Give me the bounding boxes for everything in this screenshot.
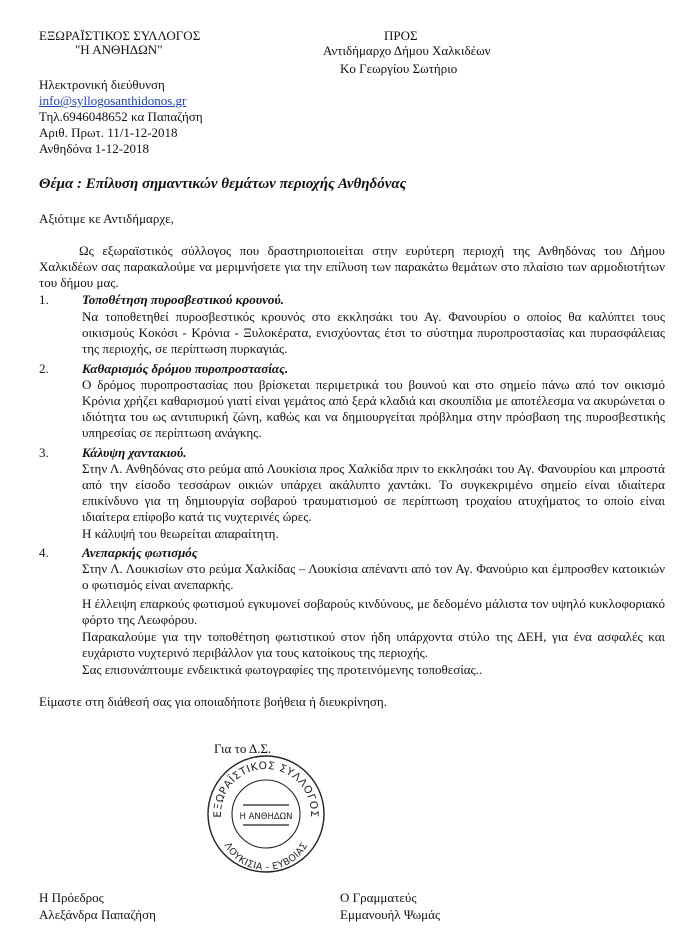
signature-president-role: Η Πρόεδρος bbox=[39, 890, 104, 905]
seal-top-text: ΕΞΩΡΑΪΣΤΙΚΟΣ ΣΥΛΛΟΓΟΣ bbox=[211, 759, 321, 818]
recipient-name: Κο Γεωργίου Σωτήριο bbox=[340, 61, 458, 76]
item-number: 3. bbox=[39, 445, 49, 460]
item-text-hydrant: Να τοποθετηθεί πυροσβεστικός κρουνός στο εκκλησάκι του Αγ. Φανουρίου ο οποίος θα καλύπτει τους οικισμούς Κοκόσι - Κρόνια - Ξυλοκέρατα, ενισχύοντας έτσι το σύστημα πυροπροστασίας και πυρασφάλειας της περιοχής, σε περίπτωση πυρκαγιάς. bbox=[82, 309, 665, 356]
letter-date: Ανθηδόνα 1-12-2018 bbox=[39, 141, 150, 156]
item-text-firebreak: Ο δρόμος πυροπροστασίας που βρίσκεται περιμετρικά του βουνού και στο σημείο πάνω από τον οικισμό Κρόνια χρήζει καθαρισμού γιατί είναι γεμάτος από ξερά κλαδιά και σκουπίδια με αποτέλεσμα να ακυρώνεται ο ιδιότητα του ως αντιπυρική ζώνη, καθώς και να δημιουργείται πρόβλημα στην πρόσβαση της πυροσβεστικής υπηρεσίας σε περίπτωση ανάγκης. bbox=[82, 377, 665, 440]
item-text-ditch: Στην Λ. Ανθηδόνας στο ρεύμα από Λουκίσια προς Χαλκίδα πριν το εκκλησάκι του Αγ. Φανουρίου και μπροστά από την είσοδο τεσσάρων οικιών υπάρχει ακάλυπτο χαντάκι. Το συγκεκριμένο σημείο είναι ιδιαίτερα επικίνδυνο για τη δημιουργία σοβαρού τραυματισμού σε περίπτωση τροχαίου ατυχήματος το οποίο είναι ιδιαίτερα επίφοβο κατά τις νυχτερινές ώρες. bbox=[82, 461, 665, 524]
signature-secretary-name: Εμμανουήλ Ψωμάς bbox=[340, 907, 441, 922]
association-seal bbox=[205, 753, 327, 875]
seal-bottom-text: ΛΟΥΚΙΣΙΑ - ΕΥΒΟΙΑΣ bbox=[221, 840, 311, 874]
item-number: 4. bbox=[39, 545, 49, 560]
item-title-ditch: Κάλυψη χαντακιού. bbox=[82, 445, 187, 460]
item-number: 1. bbox=[39, 292, 49, 307]
item-text-lighting-3: Παρακαλούμε για την τοποθέτηση φωτιστικού στον ήδη υπάρχοντα στύλο της ΔΕΗ, για ένα ασφαλές και ευχάριστο νυχτερινό περιβάλλον για τους κατοίκους της περιοχής. bbox=[82, 629, 665, 660]
closing-line: Είμαστε στη διάθεσή σας για οποιαδήποτε βοήθεια ή διευκρίνηση. bbox=[39, 694, 387, 709]
sender-org-name: ΕΞΩΡΑΪΣΤΙΚΟΣ ΣΥΛΛΟΓΟΣ bbox=[39, 28, 201, 43]
svg-text:ΕΞΩΡΑΪΣΤΙΚΟΣ ΣΥΛΛΟΓΟΣ bbox=[212, 760, 320, 818]
item-title-lighting: Ανεπαρκής φωτισμός bbox=[82, 545, 198, 560]
item-text-lighting: Στην Λ. Λουκισίων στο ρεύμα Χαλκίδας – Λουκίσια απέναντι από τον Αγ. Φανούριο και έμπροσθεν κατοικιών ο φωτισμός είναι ανεπαρκής. bbox=[82, 561, 665, 592]
item-text-lighting-2: Η έλλειψη επαρκούς φωτισμού εγκυμονεί σοβαρούς κινδύνους, με δεδομένο μάλιστα τον υψηλό κυκλοφοριακό φόρτο της Λεωφόρου. bbox=[82, 596, 666, 627]
protocol-number: Αριθ. Πρωτ. 11/1-12-2018 bbox=[39, 125, 178, 140]
item-text-lighting-4: Σας επισυνάπτουμε ενδεικτικά φωτογραφίες της προτεινόμενης τοποθεσίας.. bbox=[82, 662, 483, 677]
sender-org-subtitle: "Η ΑΝΘΗΔΩΝ" bbox=[75, 42, 163, 57]
svg-text:ΛΟΥΚΙΣΙΑ - ΕΥΒΟΙΑΣ bbox=[222, 841, 311, 873]
email-label: Ηλεκτρονική διεύθυνση bbox=[39, 77, 165, 92]
for-board-label: Για το Δ.Σ. bbox=[214, 741, 272, 756]
item-title-firebreak: Καθαρισμός δρόμου πυροπροστασίας. bbox=[82, 361, 289, 376]
item-number: 2. bbox=[39, 361, 49, 376]
seal-center-text: Η ΑΝΘΗΔΩΝ bbox=[239, 812, 293, 822]
recipient-to-label: ΠΡΟΣ bbox=[384, 28, 418, 43]
salutation: Αξιότιμε κε Αντιδήμαρχε, bbox=[39, 211, 174, 226]
item-title-hydrant: Τοποθέτηση πυροσβεστικού κρουνού. bbox=[82, 292, 285, 307]
subject-line: Θέμα : Επίλυση σημαντικών θεμάτων περιοχής Ανθηδόνας bbox=[39, 176, 407, 192]
signature-secretary-role: Ο Γραμματεύς bbox=[340, 890, 417, 905]
recipient-title: Αντιδήμαρχο Δήμου Χαλκιδέων bbox=[323, 43, 491, 58]
intro-paragraph: Ως εξωραϊστικός σύλλογος που δραστηριοποιείται στην ευρύτερη περιοχή της Ανθηδόνας του Δήμου Χαλκιδέων σας παρακαλούμε να μεριμνήσετε για την επίλυση των παρακάτω θεμάτων στο πλαίσιο των αρμοδιοτήτων του δήμου μας. bbox=[39, 243, 665, 290]
email-link[interactable]: info@syllogosanthidonos.gr bbox=[39, 93, 187, 108]
phone-line: Τηλ.6946048652 κα Παπαζήση bbox=[39, 109, 203, 124]
item-text-ditch-extra: Η κάλυψή του θεωρείται απαραίτητη. bbox=[82, 526, 279, 541]
signature-president-name: Αλεξάνδρα Παπαζήση bbox=[39, 907, 156, 922]
